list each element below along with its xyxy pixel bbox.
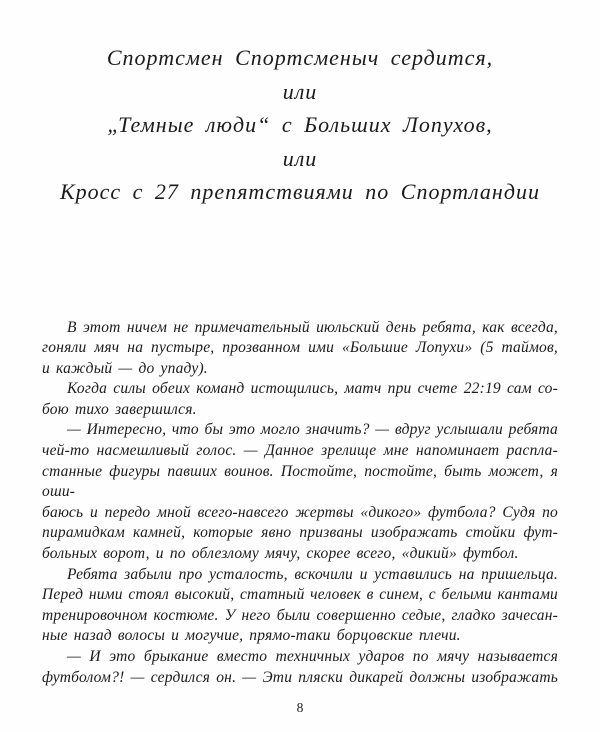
body-line: гоняли мяч на пустыре, прозванном ими «Большие Лопухи» (5 таймов, — [42, 339, 558, 357]
body-line: Когда силы обеих команд истощились, матч при счете 22:19 сам со- — [67, 380, 558, 398]
body-line: баюсь и передо мной всего-навсего жертвы «дикого» футбола? Судя по — [42, 503, 558, 521]
body-line: Перед ними стоял высокий, статный человек в синем, с белыми кантами — [42, 586, 558, 604]
body-line: В этот ничем не примечательный июльский день ребята, как всегда, — [67, 318, 558, 336]
body-line: — И это брыкание вместо техничных ударов по мячу называется — [67, 648, 558, 665]
body-line: Ребята забыли про усталость, вскочили и уставились на пришельца. — [67, 565, 558, 583]
chapter-title-line-2: или — [282, 78, 318, 104]
body-line: чей-то насмешливый голос. — Данное зрелище мне напоминает распла- — [42, 442, 558, 460]
body-line: станные фигуры павших воинов. Постойте, постойте, быть может, я оши- — [42, 462, 558, 501]
body-line: ные назад волосы и могучие, прямо-таки борцовские плечи. — [42, 627, 461, 645]
body-text — [42, 318, 558, 689]
body-line: и каждый — до упаду). — [42, 359, 208, 377]
chapter-title-line-5: Кросс с 27 препятствиями по Спортландии — [60, 179, 540, 204]
body-line: больных ворот, и по облезлому мячу, скорее всего, «дикий» футбол. — [42, 545, 519, 563]
chapter-title-line-3: „Темные люди“ с Больших Лопухов, — [107, 112, 493, 137]
chapter-title — [0, 41, 600, 209]
page-number: 8 — [296, 700, 304, 716]
body-line: тренировочном костюме. У него были совершенно седые, гладко зачесан- — [42, 606, 558, 624]
body-line: — Интересно, что бы это могло значить? — вдруг услышали ребята — [67, 421, 558, 439]
body-line: футболом?! — сердился он. — Эти пляски дикарей должны изображать — [42, 668, 558, 686]
chapter-title-line-1: Спортсмен Спортсменыч сердится, — [106, 45, 494, 70]
body-line: бою тихо завершился. — [42, 400, 197, 418]
chapter-title-line-4: или — [282, 145, 318, 171]
body-line: пирамидкам камней, которые явно призваны изображать стойки фут- — [42, 524, 558, 542]
